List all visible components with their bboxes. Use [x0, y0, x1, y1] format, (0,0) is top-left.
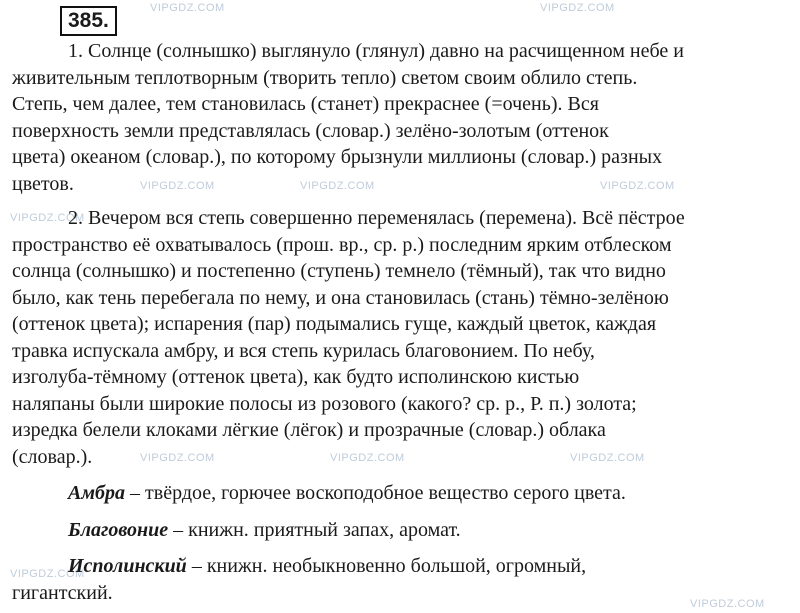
watermark: VIPGDZ.COM	[570, 452, 645, 464]
definition-continuation: гигантский.	[12, 581, 113, 604]
definition	[12, 480, 792, 507]
watermark: VIPGDZ.COM	[140, 180, 215, 192]
definition-text: – книжн. приятный запах, аромат.	[168, 518, 461, 541]
watermark: VIPGDZ.COM	[10, 568, 85, 580]
text-line: 1. Солнце (солнышко) выглянуло (глянул) давно на расчищенном небе и	[68, 40, 684, 62]
watermark: VIPGDZ.COM	[600, 180, 675, 192]
exercise-number: 385.	[60, 6, 117, 36]
definition	[12, 517, 792, 544]
text-line: наляпаны были широкие полосы из розового (какого? ср. р., Р. п.) золота;	[12, 392, 637, 415]
watermark: VIPGDZ.COM	[330, 452, 405, 464]
text-line: (оттенок цвета); испарения (пар) подымались гуще, каждый цветок, каждая	[12, 313, 657, 335]
definition-text: – книжн. необыкновенно большой, огромный,	[186, 555, 587, 577]
watermark: VIPGDZ.COM	[140, 452, 215, 464]
text-line: живительным теплотворным (творить тепло) светом своим облило степь.	[12, 66, 638, 89]
text-line: поверхность земли представлялась (словар.) зелёно-золотым (оттенок	[12, 119, 609, 142]
text-line: цветов.	[12, 172, 74, 195]
text-line: 2. Вечером вся степь совершенно переменялась (перемена). Всё пёстрое	[68, 207, 685, 229]
definition	[12, 553, 792, 580]
watermark: VIPGDZ.COM	[150, 2, 225, 14]
text-line: изредка белели клоками лёгкие (лёгок) и прозрачные (словар.) облака	[12, 419, 606, 441]
definition-term: Благовоние	[68, 518, 169, 541]
watermark: VIPGDZ.COM	[300, 180, 375, 192]
definition-text: – твёрдое, горючее воскоподобное вещество серого цвета.	[125, 482, 626, 504]
text-line: было, как тень перебегала по нему, и она становилась (стань) тёмно-зелёною	[12, 286, 669, 309]
text-line: цвета) океаном (словар.), по которому брызнули миллионы (словар.) разных	[12, 146, 663, 168]
text-line: изголуба-тёмному (оттенок цвета), как будто исполинскою кистью	[12, 366, 580, 388]
exercise-text	[12, 38, 792, 606]
watermark: VIPGDZ.COM	[690, 598, 765, 610]
text-line: пространство её охватывалось (прош. вр., ср. р.) последним ярким отблеском	[12, 233, 672, 256]
watermark: VIPGDZ.COM	[10, 212, 85, 224]
watermark: VIPGDZ.COM	[540, 2, 615, 14]
text-line: (словар.).	[12, 445, 93, 468]
definition-term: Амбра	[68, 482, 126, 504]
text-line: Степь, чем далее, тем становилась (станет) прекраснее (=очень). Вся	[12, 93, 599, 115]
text-line: травка испускала амбру, и вся степь курилась благовонием. По небу,	[12, 339, 595, 362]
definition-term: Исполинский	[68, 555, 187, 577]
text-line: солнца (солнышко) и постепенно (ступень) темнело (тёмный), так что видно	[12, 260, 666, 282]
